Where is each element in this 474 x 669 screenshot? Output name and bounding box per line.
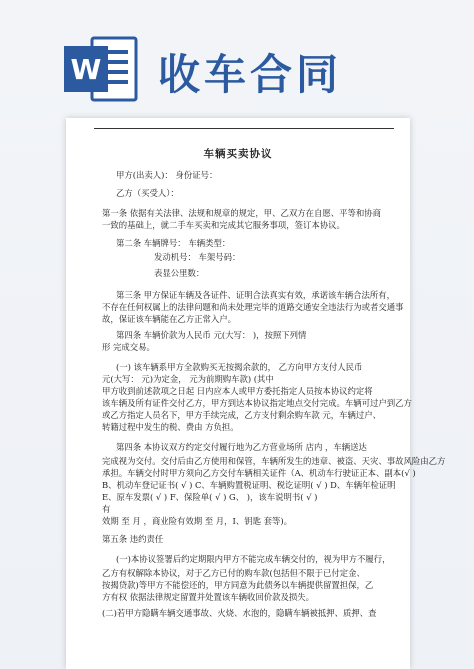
doc-line: 第五条 违约责任 [102,534,164,544]
doc-line: 乙方（买受人）： [116,188,179,198]
doc-line: E、原车发票( √ ) F、保险单( √ ) G、 )，该车说明书( √ ) [102,492,318,502]
doc-line: 不存在任何权属上的法律问题和尚未处理完毕的道路交通安全违法行为或者交通事 [102,302,404,312]
doc-line: 有 [102,504,111,514]
doc-line: (二)若甲方隐瞒车辆交通事故、火烧、水泡的，隐瞒车辆被抵押、质押、查 [102,608,377,618]
doc-line: B、机动车登记证书( √ ) C、车辆购置税证明、税讫证明( √ ) D、车辆年检证明 [102,480,396,490]
doc-line: 转籍过程中发生的税、费由 方负担。 [102,422,239,432]
doc-line: 第二条 车辆牌号： 车辆类型： [116,238,231,248]
doc-line: 甲方收到前述款项之日起 日内应本人或甲方委托指定人员按本协议约定将 [102,386,373,396]
doc-line: 或乙方指定人员名下，甲方手续完成，乙方支付剩余购车款 元，车辆过户、 [102,410,382,420]
doc-line: 发动机号： 车架号码： [154,252,241,262]
doc-line: 承担。车辆交付时甲方须向乙方交付车辆相关证件（A、机动车行驶证正本、副本(√ ) [102,468,416,478]
doc-line: (一)本协议签署后约定期限内甲方不能完成车辆交付的，视为甲方不履行， [116,554,391,564]
doc-line: 故，保证该车辆能在乙方正常入户。 [102,314,236,324]
doc-line: 甲方(出卖人)： 身份证号： [116,170,218,180]
page-title: 收车合同 [158,50,343,99]
doc-line: 第一条 依据有关法律、法规和规章的规定，甲、乙双方在自愿、平等和协商 [102,208,382,218]
doc-line: 第三条 甲方保证车辆及各证件、证明合法真实有效，承诺该车辆合法所有， [116,290,396,300]
doc-line: (一) 该车辆系甲方全款购买无按揭余款的， 乙方向甲方支付人民币 [116,362,363,372]
doc-line: 元(大写： 元)为定金， 元为前期购车款) (其中 [102,374,274,384]
document-page [66,118,446,669]
doc-line: 第四条 本协议双方约定交付履行地为乙方营业场所 店内 ，车辆送达 [116,442,367,452]
doc-line: 一致的基础上，就二手车买卖和完成其它服务事项，签订本协议。 [102,220,345,230]
doc-line: 形 完成交易。 [102,342,155,352]
document-title: 车辆买卖协议 [203,148,273,160]
doc-line: 乙方有权解除本协议，对于乙方已付的购车款(包括但不限于已付定金、 [102,568,365,578]
doc-line: 按揭贷款)等甲方不能偿还的，甲方同意为此债务以车辆提供留置担保，乙 [102,580,374,590]
header-banner [0,0,474,118]
doc-line: 效期 至 月 ，商业险有效期 至 月，I、钥匙 套等)。 [102,516,293,526]
doc-line: 第四条 车辆价款为人民币 元(大写： )，按照下列情 [116,330,307,340]
doc-line: 完成视为交付。交付后由乙方使用和保管，车辆所发生的违章、被盗、天灾、事故风险由乙方 [102,456,446,466]
doc-line: 该车辆及所有证件交付乙方，甲方到达本协议指定地点交付完成。车辆可过户到乙方 [102,398,412,408]
word-icon-letter: W [70,53,102,86]
doc-line: 方有权 依据法律规定留置并处置该车辆收回价款及损失。 [102,592,315,602]
doc-line: 表显公里数： [154,268,205,278]
top-rule [94,128,394,129]
word-document-icon [62,32,140,106]
